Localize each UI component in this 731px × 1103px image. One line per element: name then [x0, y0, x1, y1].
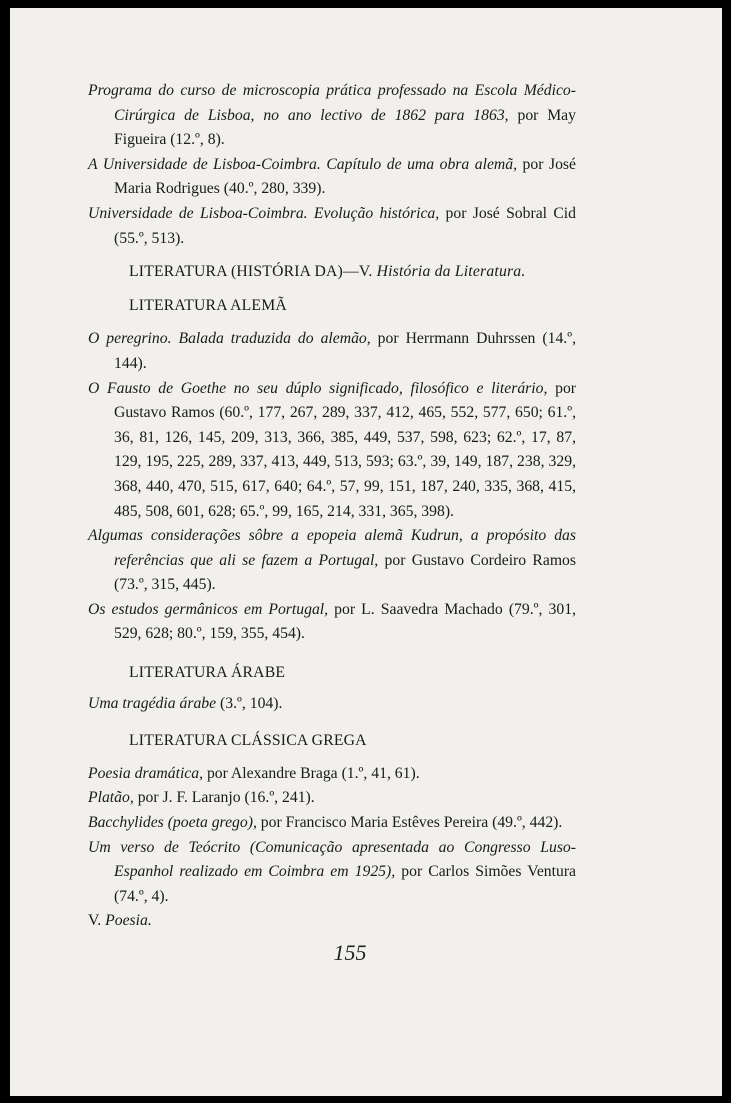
entry-author: por Gustavo Cordeiro Ramos	[384, 551, 576, 569]
entry-author: por José Maria Rodrigues	[114, 155, 576, 198]
index-entry	[88, 836, 576, 910]
entry-refs: (12.º, 8).	[170, 131, 225, 149]
entry-refs: (3.º, 104).	[220, 694, 283, 712]
see-also-entry	[88, 909, 576, 934]
entry-refs: (14.º, 144).	[114, 330, 577, 372]
entry-title: Uma tragédia árabe	[88, 694, 217, 712]
see-also-label: V.	[88, 912, 102, 930]
entry-author: por J. F. Laranjo	[137, 789, 241, 807]
entry-refs: (49.º, 442).	[492, 814, 563, 832]
entry-author: por Gustavo Ramos	[114, 379, 577, 422]
index-entry	[88, 811, 576, 836]
index-text	[88, 79, 576, 934]
entry-refs: (74.º, 4).	[114, 887, 169, 905]
index-entry	[88, 79, 576, 153]
entry-title: Um verso de Teócrito (Comunicação apresentada ao Congresso Luso-Espanhol realizado em Coimbra em 1925),	[88, 838, 576, 881]
entry-author: por José Sobral Cid	[445, 204, 577, 222]
entry-title: O Fausto de Goethe no seu dúplo significado, filosófico e literário,	[88, 379, 548, 397]
entry-title: A Universidade de Lisboa-Coimbra. Capítulo de uma obra alemã,	[88, 155, 518, 173]
entry-author: por Francisco Maria Estêves Pereira	[260, 814, 489, 832]
entry-refs: (60.º, 177, 267, 289, 337, 412, 465, 552, 577, 650; 61.º, 36, 81, 126, 145, 209, 313, 366, 385, 449, 537, 598, 623; 62.º, 17, 87, 129, 195, 225, 289, 337, 413, 449, 513, 593; 63.º, 39, 149, 187, 238, 329, 368, 440, 470, 515, 617, 640; 64.º, 57, 99, 151, 187, 240, 335, 368, 415, 485, 508, 601, 628; 65.º, 99, 165, 214, 331, 365, 398).	[114, 404, 577, 520]
section-heading-arabe: LITERATURA ÁRABE	[129, 664, 286, 682]
entry-author: por May Figueira	[114, 106, 576, 149]
index-entry	[88, 598, 576, 647]
section-heading-grega: LITERATURA CLÁSSICA GREGA	[129, 732, 367, 750]
index-entry	[88, 762, 576, 787]
entry-title: O peregrino. Balada traduzida do alemão,	[88, 330, 371, 348]
entry-refs: (73.º, 315, 445).	[114, 576, 216, 594]
entry-refs: (16.º, 241).	[244, 789, 315, 807]
index-entry	[88, 524, 576, 598]
entry-title: Bacchylides (poeta grego),	[88, 814, 257, 832]
entry-refs: (55.º, 513).	[114, 229, 185, 247]
entry-refs: (79.º, 301, 529, 628; 80.º, 159, 355, 454).	[114, 600, 576, 643]
heading-ref: História da Literatura.	[376, 263, 526, 281]
see-also-ref: Poesia.	[105, 912, 152, 930]
entry-title: Platão,	[88, 789, 134, 807]
entry-author: por L. Saavedra Machado	[334, 600, 503, 618]
index-entry	[88, 327, 576, 376]
index-entry	[88, 202, 576, 251]
entry-title: Algumas considerações sôbre a epopeia alemã Kudrun, a propósito das referências que ali se fazem a Portugal,	[88, 527, 576, 569]
entry-author: por Carlos Simões Ventura	[401, 863, 577, 881]
entry-title: Universidade de Lisboa-Coimbra. Evolução histórica,	[88, 204, 440, 222]
index-entry	[88, 377, 576, 525]
entry-refs: (40.º, 280, 339).	[223, 180, 326, 198]
page-number: 155	[333, 940, 367, 965]
heading-label: LITERATURA (HISTÓRIA DA)—V.	[129, 263, 373, 281]
entry-author: por Herrmann Duhrssen	[377, 330, 536, 348]
entry-title: Os estudos germânicos em Portugal,	[88, 600, 329, 618]
entry-author: por Alexandre Braga	[206, 764, 338, 782]
document-page	[10, 8, 722, 1096]
index-entry	[88, 692, 576, 717]
section-heading-historia	[88, 260, 576, 285]
entry-title: Poesia dramática,	[88, 764, 204, 782]
section-heading-alema: LITERATURA ALEMÃ	[129, 296, 287, 314]
entry-title: Programa do curso de microscopia prática professado na Escola Médico-Cirúrgica de Lisboa, no ano lectivo de 1862 para 1863,	[88, 82, 576, 124]
entry-refs: (1.º, 41, 61).	[341, 764, 420, 782]
index-entry	[88, 153, 576, 202]
index-entry	[88, 786, 576, 811]
